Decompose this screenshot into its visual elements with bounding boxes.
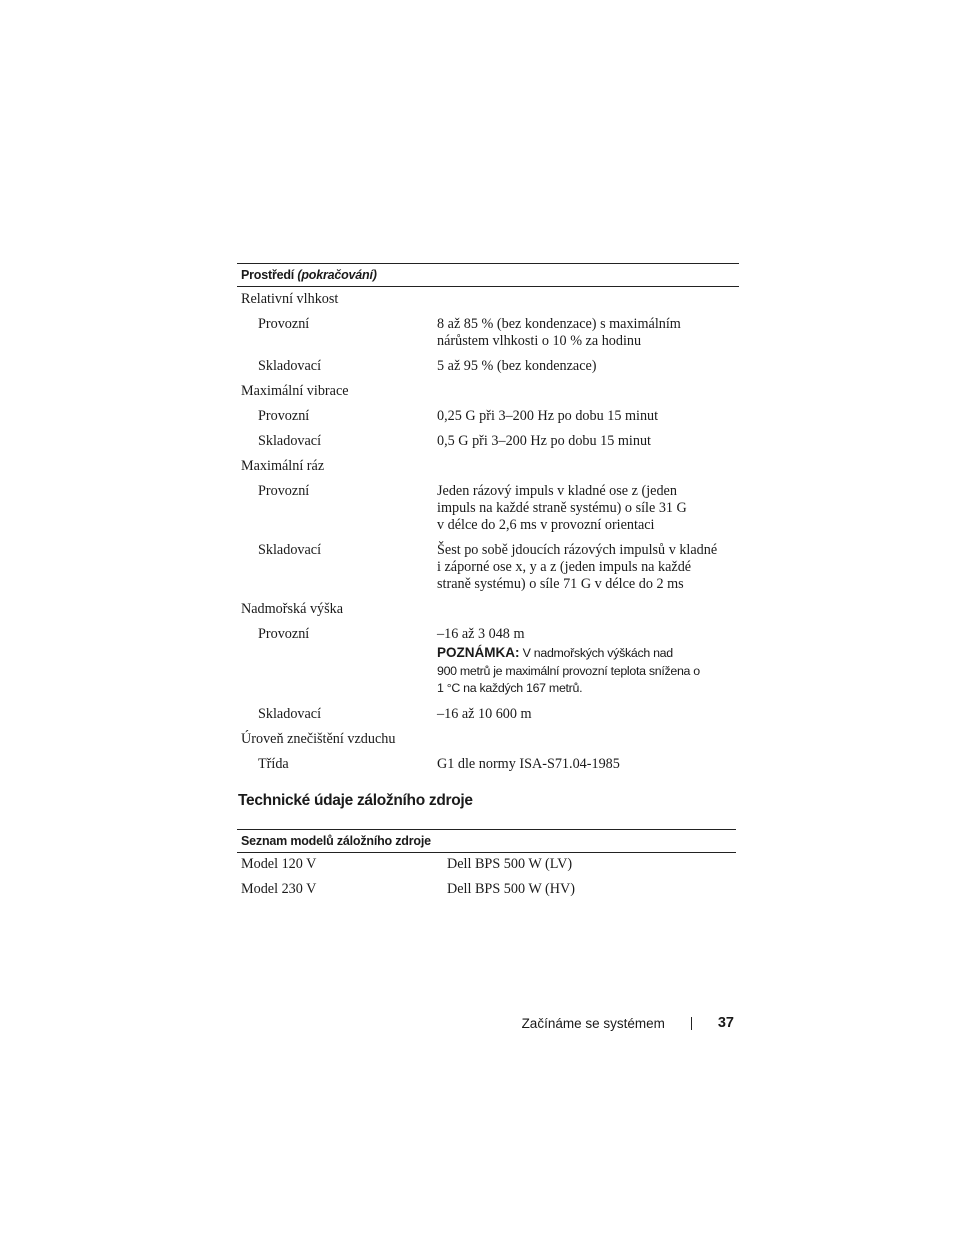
- altitude-operating-value: [437, 626, 722, 698]
- note-line: 1 °C na každých 167 metrů.: [437, 681, 583, 695]
- humidity-operating-row: [237, 316, 739, 350]
- humidity-operating-line: 8 až 85 % (bez kondenzace) s maximálním: [437, 316, 681, 332]
- footer-divider: [691, 1017, 692, 1030]
- shock-operating-label: Provozní: [258, 483, 310, 499]
- environment-header-title: Prostředí: [241, 268, 295, 282]
- humidity-storage-value: 5 až 95 % (bez kondenzace): [437, 358, 597, 374]
- air-quality-row: [237, 731, 739, 748]
- altitude-operating-label: Provozní: [258, 626, 310, 642]
- vibration-row: [237, 383, 739, 400]
- air-class-label: Třída: [258, 755, 289, 772]
- ups-model-value: Dell BPS 500 W (LV): [447, 856, 573, 872]
- altitude-storage-value: –16 až 10 600 m: [437, 705, 532, 722]
- ups-models-table: [237, 829, 736, 898]
- shock-storage-value: [437, 542, 722, 593]
- vibration-storage-row: [237, 433, 739, 450]
- air-quality-label: Úroveň znečištění vzduchu: [241, 730, 396, 747]
- vibration-storage-label: Skladovací: [258, 433, 322, 449]
- humidity-label: Relativní vlhkost: [241, 291, 339, 307]
- altitude-storage-row: [237, 706, 739, 723]
- altitude-label: Nadmořská výška: [241, 601, 344, 617]
- shock-storage-row: [237, 542, 739, 593]
- air-class-row: [237, 756, 739, 773]
- page-footer: [522, 1015, 734, 1031]
- shock-storage-line: Šest po sobě jdoucích rázových impulsů v kladné: [437, 542, 718, 558]
- ups-model-label: Model 120 V: [241, 856, 317, 872]
- shock-label: Maximální ráz: [241, 458, 325, 474]
- note-label: POZNÁMKA:: [437, 645, 520, 660]
- footer-title: Začínáme se systémem: [521, 1015, 665, 1031]
- humidity-operating-value: [437, 316, 722, 350]
- vibration-label: Maximální vibrace: [241, 383, 349, 399]
- humidity-operating-label: Provozní: [258, 316, 310, 332]
- shock-operating-value: [437, 483, 722, 534]
- altitude-row: [237, 601, 739, 618]
- ups-model-label: Model 230 V: [241, 881, 317, 897]
- air-class-value: G1 dle normy ISA-S71.04-1985: [437, 755, 620, 772]
- shock-row: [237, 458, 739, 475]
- humidity-row: [237, 291, 739, 308]
- note-line: V nadmořských výškách nad: [522, 646, 673, 660]
- ups-section-heading: Technické údaje záložního zdroje: [238, 792, 473, 809]
- shock-storage-line: straně systému) o síle 71 G v délce do 2 ms: [437, 576, 684, 592]
- vibration-operating-value: 0,25 G při 3–200 Hz po dobu 15 minut: [437, 408, 659, 424]
- vibration-operating-label: Provozní: [258, 408, 310, 424]
- shock-operating-line: impuls na každé straně systému) o síle 31 G: [437, 500, 687, 516]
- altitude-operating-row: [237, 626, 739, 698]
- humidity-storage-row: [237, 358, 739, 375]
- shock-storage-line: i záporné ose x, y a z (jeden impuls na každé: [437, 559, 692, 575]
- ups-model-value: Dell BPS 500 W (HV): [447, 881, 575, 897]
- ups-table-header: Seznam modelů záložního zdroje: [237, 829, 736, 853]
- humidity-storage-label: Skladovací: [258, 358, 322, 374]
- table-row: [237, 856, 736, 873]
- altitude-storage-label: Skladovací: [258, 705, 322, 722]
- altitude-note: [437, 644, 722, 698]
- environment-table-header: [237, 263, 739, 287]
- vibration-storage-value: 0,5 G při 3–200 Hz po dobu 15 minut: [437, 433, 651, 449]
- note-line: 900 metrů je maximální provozní teplota snížena o: [437, 663, 700, 678]
- shock-operating-row: [237, 483, 739, 534]
- altitude-operating-range: –16 až 3 048 m: [437, 626, 525, 642]
- humidity-operating-line: nárůstem vlhkosti o 10 % za hodinu: [437, 333, 642, 349]
- shock-operating-line: v délce do 2,6 ms v provozní orientaci: [437, 517, 655, 533]
- shock-storage-label: Skladovací: [258, 542, 322, 558]
- environment-header-suffix: (pokračování): [297, 268, 377, 282]
- shock-operating-line: Jeden rázový impuls v kladné ose z (jeden: [437, 483, 677, 499]
- environment-table: [237, 263, 739, 773]
- table-row: [237, 881, 736, 898]
- vibration-operating-row: [237, 408, 739, 425]
- page-number: 37: [717, 1015, 734, 1031]
